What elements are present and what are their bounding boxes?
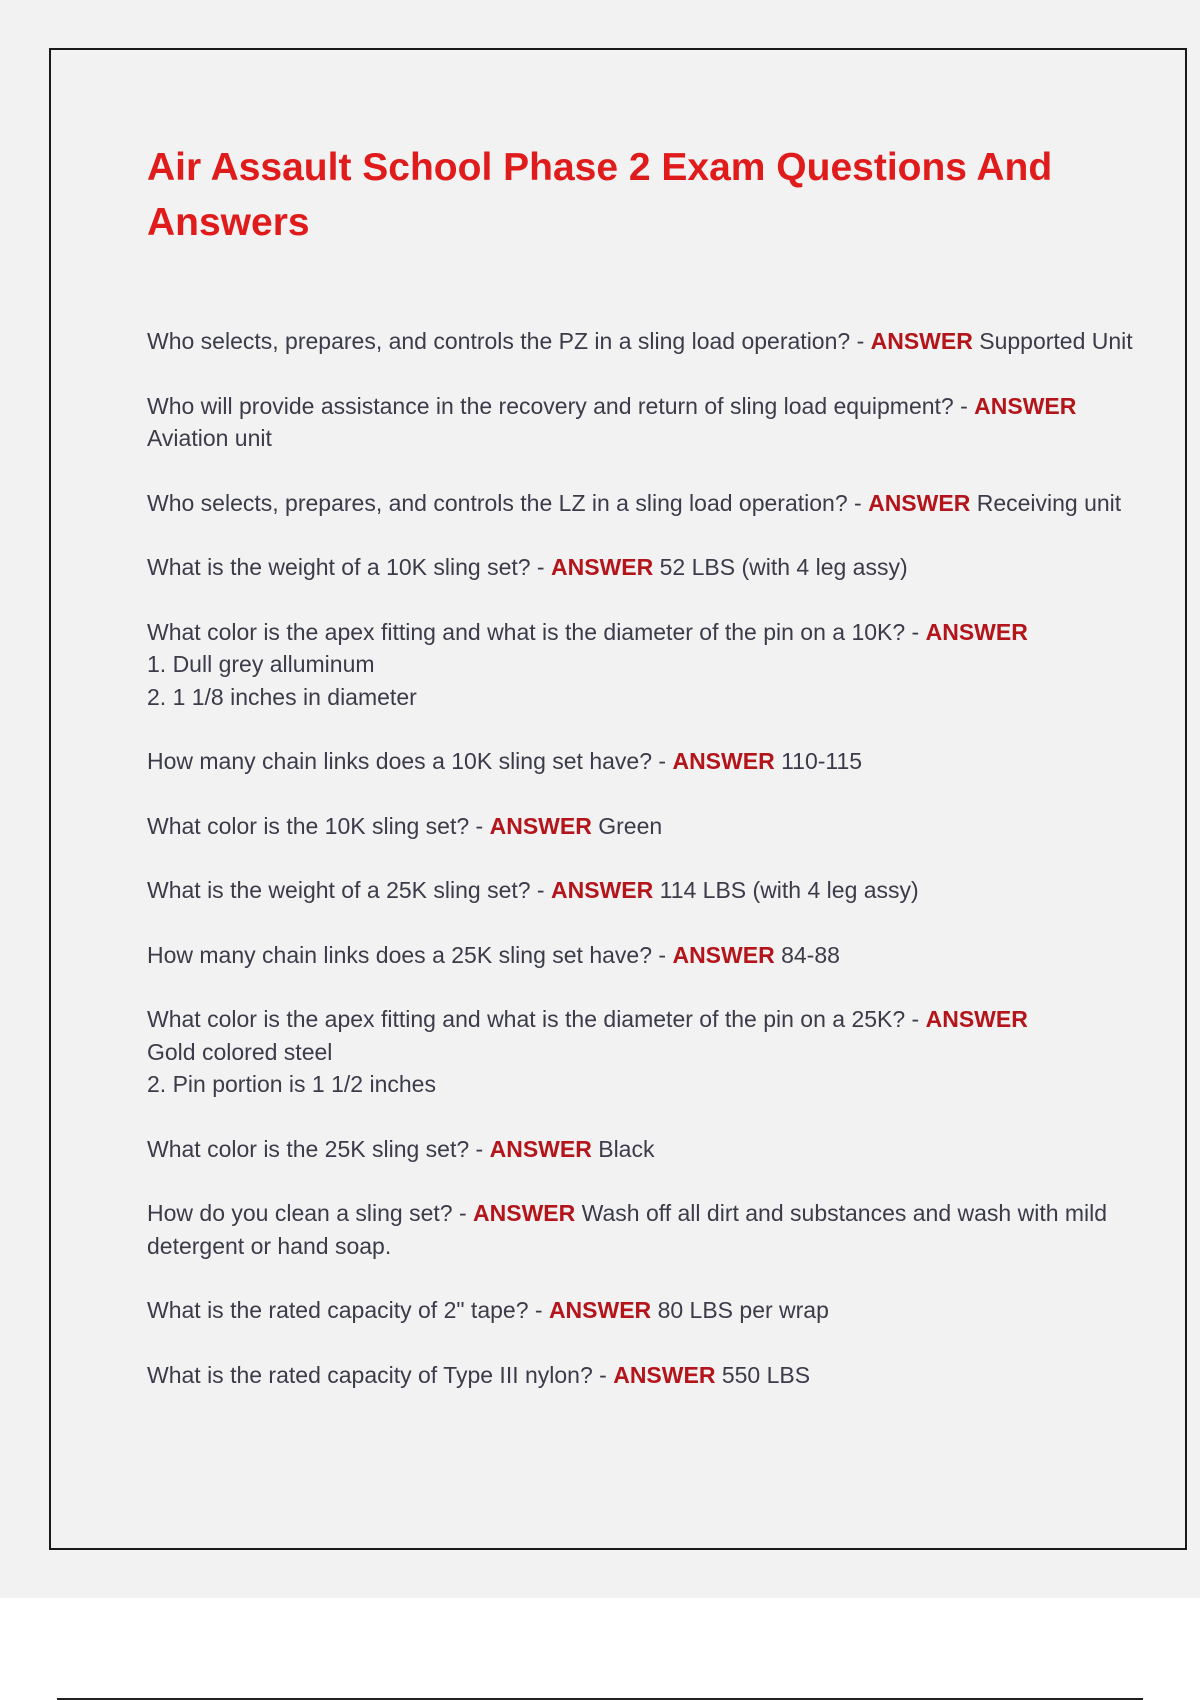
question-text: What color is the 25K sling set? - (147, 1135, 490, 1162)
answer-label: ANSWER (613, 1361, 716, 1388)
answer-label: ANSWER (870, 328, 973, 354)
next-page-area (0, 1598, 1200, 1700)
question-text: What color is the 10K sling set? - (147, 812, 490, 839)
answer-text: 2. 1 1/8 inches in diameter (147, 683, 417, 710)
qa-item (147, 939, 1137, 972)
answer-label: ANSWER (548, 1297, 652, 1323)
qa-item (147, 1197, 1137, 1262)
question-text: What is the rated capacity of Type III nylon? - (147, 1361, 614, 1388)
qa-item (147, 551, 1137, 584)
question-text: Who selects, prepares, and controls the LZ in a sling load operation? - (147, 489, 869, 516)
answer-label: ANSWER (489, 812, 592, 839)
question-text: What is the rated capacity of 2" tape? - (147, 1297, 549, 1323)
question-text: How do you clean a sling set? - (147, 1200, 474, 1226)
answer-text: 550 LBS (721, 1361, 811, 1388)
qa-item (147, 487, 1137, 520)
answer-text: 52 LBS (with 4 leg assy) (659, 554, 908, 580)
question-text: How many chain links does a 10K sling set have? - (147, 748, 673, 774)
qa-item (147, 325, 1137, 358)
answer-label: ANSWER (672, 748, 775, 774)
answer-label: ANSWER (925, 1006, 1028, 1032)
answer-text: Supported Unit (979, 328, 1133, 354)
answer-label: ANSWER (672, 941, 775, 968)
answer-label: ANSWER (473, 1200, 576, 1226)
answer-text: 2. Pin portion is 1 1/2 inches (147, 1071, 436, 1097)
page-title: Air Assault School Phase 2 Exam Questions And Answers (147, 146, 1053, 244)
answer-label: ANSWER (974, 392, 1077, 419)
question-text: Who selects, prepares, and controls the PZ in a sling load operation? - (147, 328, 871, 354)
answer-label: ANSWER (925, 618, 1028, 645)
question-text: How many chain links does a 25K sling set have? - (147, 941, 673, 968)
answer-text: Black (598, 1135, 655, 1162)
answer-label: ANSWER (550, 554, 654, 580)
answer-text: 110-115 (781, 748, 863, 774)
question-text: What color is the apex fitting and what is the diameter of the pin on a 10K? - (147, 618, 926, 645)
answer-label: ANSWER (868, 489, 971, 516)
question-text: What is the weight of a 10K sling set? - (147, 554, 551, 580)
answer-text: Wash off all dirt and substances and wash with mild detergent or hand soap. (147, 1200, 1108, 1259)
answer-text: 1. Dull grey alluminum (147, 651, 375, 677)
answer-text: Receiving unit (976, 489, 1122, 516)
document-page (49, 48, 1187, 1550)
qa-item (147, 810, 1137, 843)
answer-label: ANSWER (489, 1135, 592, 1162)
qa-item (147, 1003, 1137, 1101)
qa-item (147, 1133, 1137, 1166)
question-text: What is the weight of a 25K sling set? - (147, 877, 551, 903)
answer-text: 114 LBS (with 4 leg assy) (659, 877, 919, 903)
qa-item (147, 616, 1137, 714)
question-text: Who will provide assistance in the recovery and return of sling load equipment? - (147, 392, 975, 419)
answer-label: ANSWER (550, 877, 654, 903)
answer-text: 80 LBS per wrap (657, 1297, 829, 1323)
answer-text: Gold colored steel (147, 1038, 333, 1065)
qa-item (147, 745, 1137, 778)
qa-item (147, 1359, 1137, 1392)
answer-text: Green (598, 812, 663, 839)
qa-item (147, 874, 1137, 907)
answer-text: 84-88 (781, 941, 840, 968)
qa-item (147, 1294, 1137, 1327)
answer-text: Aviation unit (147, 425, 272, 451)
qa-list (147, 325, 1137, 1391)
question-text: What color is the apex fitting and what is the diameter of the pin on a 25K? - (147, 1006, 926, 1032)
document-content (147, 140, 1137, 1423)
qa-item (147, 390, 1137, 455)
